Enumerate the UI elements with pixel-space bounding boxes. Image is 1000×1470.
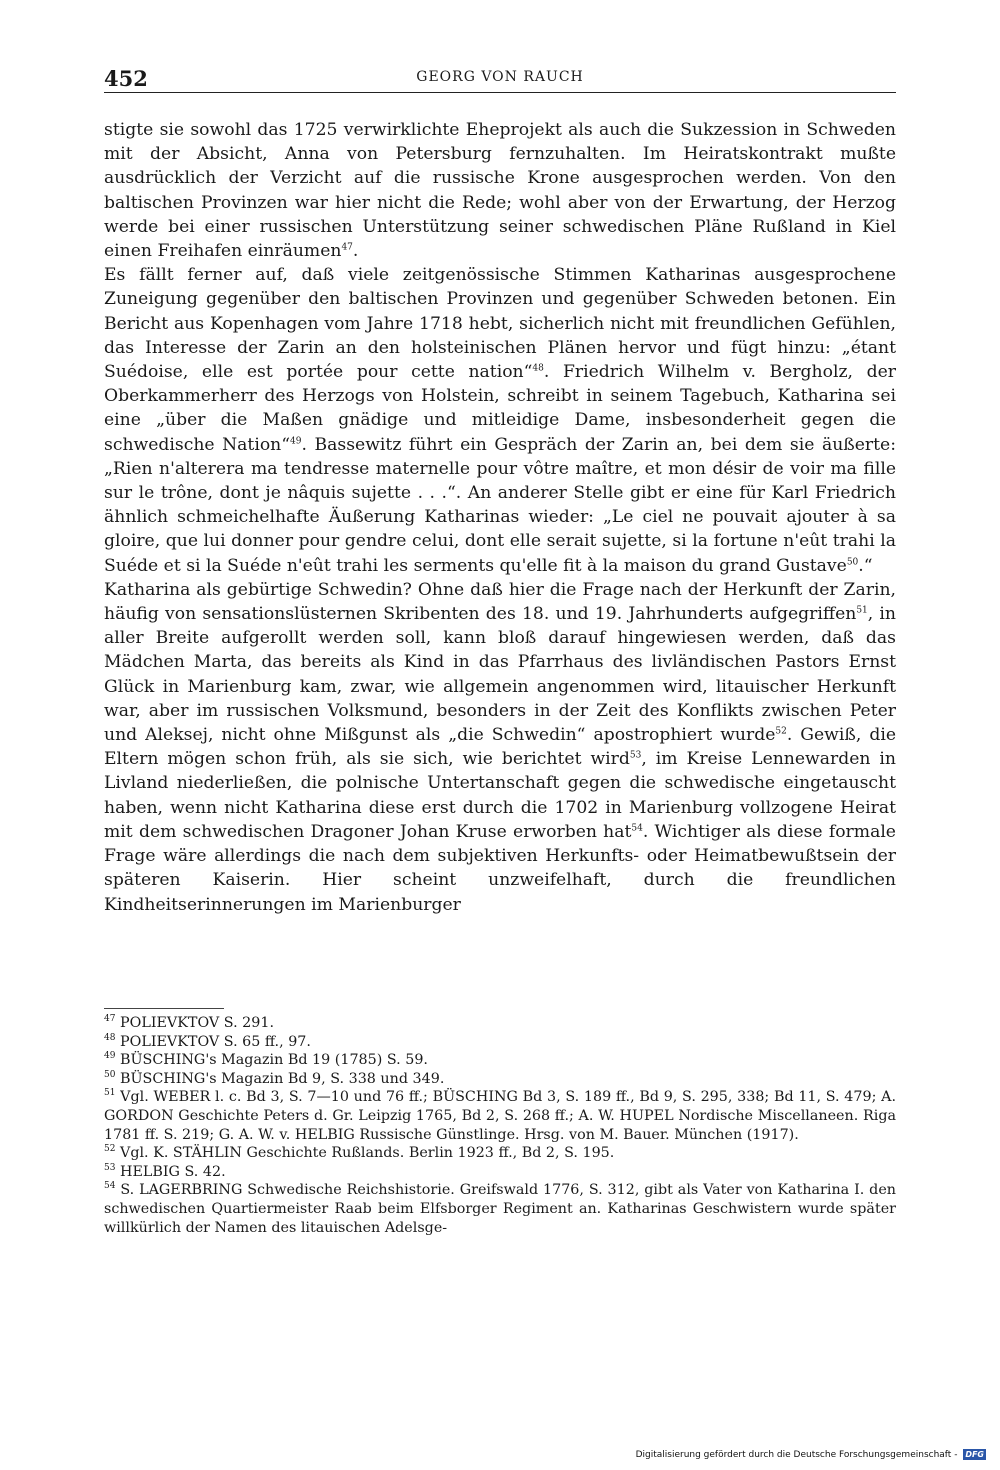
footnotes xyxy=(104,1014,896,1237)
footnote-text: POLIEVKTOV S. 291. xyxy=(115,1015,275,1031)
body-text-run: . Gewiß, die Eltern mögen schon früh, als sie sich, wie berichtet wird xyxy=(104,725,896,770)
footnote xyxy=(104,1163,896,1182)
footnote-marker: 52 xyxy=(775,726,787,737)
page-number: 452 xyxy=(104,66,148,91)
footnote-text: S. LAGERBRING Schwedische Reichshistorie. Greifswald 1776, S. 312, gibt als Vater von Katharina I. den schwedischen Quartiermeister Raab beim Elfsborger Regiment an. Katharinas Geschwistern wurde später willkürlich der Namen des litauischen Adelsge- xyxy=(104,1182,896,1236)
footnote xyxy=(104,1051,896,1070)
body-text-run: , in aller Breite aufgerollt werden soll, kann bloß darauf hingewiesen werden, daß das Mädchen Marta, das bereits als Kind in das Pfarrhaus des livländischen Pastors Ernst Glück in Marienburg kam, zwar, wie allgemein angenommen wird, litauischer Herkunft war, aber im russischen Volksmund, besonders in der Zeit des Konflikts zwischen Peter und Aleksej, nicht ohne Mißgunst als „die Schwedin“ apostrophiert wurde xyxy=(104,604,897,746)
footnote-marker: 50 xyxy=(846,556,859,567)
running-head xyxy=(104,66,896,92)
body-text-run: Es fällt ferner auf, daß viele zeitgenössische Stimmen Katharinas ausgesprochene Zuneigung gegenüber den baltischen Provinzen und gegenüber Schweden betonen. Ein Bericht aus Kopenhagen vom Jahre 1718 hebt, sicherlich nicht mit freundlichen Gefühlen, das Interesse der Zarin an den holsteinischen Plänen hervor und fügt hinzu: „étant Suédoise, elle est portée pour cette nation“ xyxy=(104,265,896,383)
body-text-run: .“ xyxy=(858,555,873,576)
footnote-marker: 48 xyxy=(532,363,544,374)
body-text-run: Katharina als gebürtige Schwedin? Ohne daß hier die Frage nach der Herkunft der Zarin, häufig von sensationslüsternen Skribenten des 18. und 19. Jahrhunderts aufgegriffen xyxy=(104,579,896,625)
footnote xyxy=(104,1014,896,1033)
footnote-number: 49 xyxy=(104,1051,116,1062)
footnote-number: 48 xyxy=(104,1032,116,1043)
footnote-marker: 47 xyxy=(341,242,353,253)
footnote-marker: 51 xyxy=(856,605,868,616)
dfg-logo-icon: DFG xyxy=(965,1450,984,1459)
footnote-text: HELBIG S. 42. xyxy=(115,1163,226,1180)
footnote-text: BÜSCHING's Magazin Bd 19 (1785) S. 59. xyxy=(115,1052,428,1069)
footnote-number: 51 xyxy=(104,1088,116,1099)
footnote-number: 53 xyxy=(104,1162,116,1173)
body-paragraph xyxy=(104,578,896,917)
footnote-number: 52 xyxy=(104,1144,116,1155)
digitization-credit xyxy=(596,1449,986,1463)
footnote-marker: 53 xyxy=(629,750,642,761)
body-text xyxy=(104,118,896,917)
body-text-run: . Bassewitz führt ein Gespräch der Zarin an, bei dem sie äußerte: „Rien n'alterera ma tendresse maternelle pour vôtre maître, et mon désir de voir ma fille sur le trône, dont je nâquis sujette . . .“. An anderer Stelle gibt er eine für Karl Friedrich ähnlich schmeichelhafte Äußerung Katharinas wieder: „Le ciel ne pouvait ajouter à sa gloire, que lui donner pour gendre celui, dont elle serait sujette, si la fortune n'eût trahi la Suéde et si la Suéde n'eût trahi les serments qu'elle fit à la maison du grand Gustave xyxy=(104,434,896,576)
footnote-text: POLIEVKTOV S. 65 ff., 97. xyxy=(115,1033,311,1050)
footnote xyxy=(104,1070,896,1089)
footnote-number: 54 xyxy=(104,1181,116,1192)
footnote xyxy=(104,1033,896,1052)
body-text-run: . Friedrich Wilhelm v. Bergholz, der Oberkammerherr des Herzogs von Holstein, schreibt in seinem Tagebuch, Katharina sei eine „über die Maßen gnädige und mitleidige Dame, insbesonderheit gegen die schwedische Nation“ xyxy=(104,362,896,455)
footnote-rule xyxy=(104,1008,224,1009)
running-title: GEORG VON RAUCH xyxy=(416,69,584,85)
body-paragraph xyxy=(104,263,896,578)
footnote xyxy=(104,1181,896,1237)
footnote-text: BÜSCHING's Magazin Bd 9, S. 338 und 349. xyxy=(115,1070,445,1087)
credit-text: Digitalisierung gefördert durch die Deutsche Forschungsgemeinschaft - xyxy=(635,1449,958,1460)
header-rule xyxy=(104,92,896,93)
body-text-run: . xyxy=(352,241,359,262)
footnote-number: 47 xyxy=(104,1014,116,1025)
body-paragraph xyxy=(104,118,896,263)
footnote-number: 50 xyxy=(104,1070,116,1081)
body-text-run: stigte sie sowohl das 1725 verwirklichte Eheprojekt als auch die Sukzession in Schweden mit der Absicht, Anna von Petersburg fernzuhalten. Im Heiratskontrakt mußte ausdrücklich der Verzicht auf die russische Krone ausgesprochen werden. Von den baltischen Provinzen war hier nicht die Rede; wohl aber von der Erwartung, der Herzog werde bei einer russischen Unterstützung seiner schwedischen Pläne Rußland in Kiel einen Freihafen einräumen xyxy=(104,120,896,262)
footnote xyxy=(104,1144,896,1163)
footnote-text: Vgl. WEBER l. c. Bd 3, S. 7—10 und 76 ff.; BÜSCHING Bd 3, S. 189 ff., Bd 9, S. 295, 338; Bd 11, S. 479; A. GORDON Geschichte Peters d. Gr. Leipzig 1765, Bd 2, S. 268 ff.; A. W. HUPEL Nordische Miscellaneen. Riga 1781 ff. S. 219; G. A. W. v. HELBIG Russische Günstlinge. Hrsg. von M. Bauer. München (1917). xyxy=(104,1089,896,1143)
body-text-run: . Wichtiger als diese formale Frage wäre allerdings die nach dem subjektiven Herkunfts- oder Heimatbewußtsein der späteren Kaiserin. Hier scheint unzweifelhaft, durch die freundlichen Kindheitserinnerungen im Marienburger xyxy=(104,821,896,915)
footnote-marker: 49 xyxy=(290,435,302,446)
footnote-text: Vgl. K. STÄHLIN Geschichte Rußlands. Berlin 1923 ff., Bd 2, S. 195. xyxy=(115,1145,615,1162)
footnote xyxy=(104,1088,896,1144)
footnote-marker: 54 xyxy=(631,823,643,834)
body-text-run: , im Kreise Lennewarden in Livland niederließen, die polnische Untertanschaft gegen die schwedische eingetauscht haben, wenn nicht Katharina diese erst durch die 1702 in Marienburg vollzogene Heirat mit dem schwedischen Dragoner Johan Kruse erworben hat xyxy=(104,749,896,842)
